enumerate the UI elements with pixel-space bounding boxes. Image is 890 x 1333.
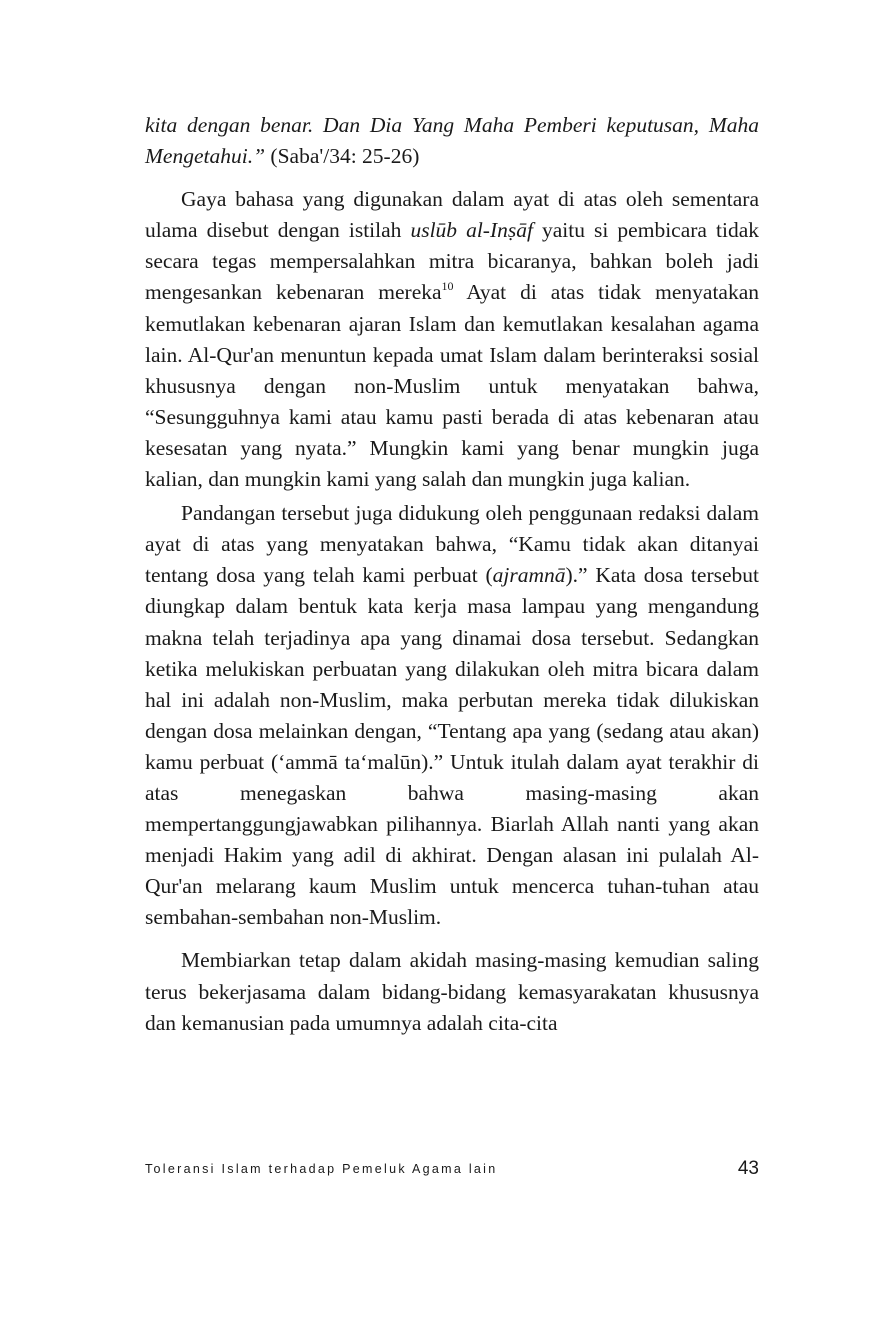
quote-citation: (Saba'/34: 25-26) (265, 144, 420, 169)
running-title: Toleransi Islam terhadap Pemeluk Agama lain (145, 1162, 498, 1176)
quote-continuation (145, 110, 759, 172)
paragraph-3 (145, 945, 759, 1038)
paragraph-2-part-2: ).” Kata dosa tersebut diungkap dalam bentuk kata kerja masa lampau yang mengandung makna telah terjadinya apa yang dinamai dosa tersebut. Sedangkan ketika melukiskan perbuatan yang dilakukan oleh mitra bicara dalam hal ini adalah non-Muslim, maka perbutan mereka tidak dilukiskan dengan dosa melainkan dengan, “Tentang apa yang (sedang atau akan) kamu perbuat (‘ammā ta‘malūn).” Untuk itulah dalam ayat terakhir di atas menegaskan bahwa masing-masing akan mempertanggungjawabkan pilihannya. Biarlah Allah nanti yang akan menjadi Hakim yang adil di akhirat. Dengan alasan ini pulalah Al-Qur'an melarang kaum Muslim untuk mencerca tuhan-tuhan atau sembahan-sembahan non-Muslim. (145, 563, 759, 930)
paragraph-1-part-2: yaitu si pembicara tidak secara tegas mempersalahkan mitra bicaranya, bahkan boleh jadi mengesankan kebenaran mereka (145, 218, 759, 305)
paragraph-2 (145, 498, 759, 933)
paragraph-2-part-1: Pandangan tersebut juga didukung oleh penggunaan redaksi dalam ayat di atas yang menyatakan bahwa, “Kamu tidak akan ditanyai tentang dosa yang telah kami perbuat ( (145, 501, 759, 588)
quote-italic-text: kita dengan benar. Dan Dia Yang Maha Pemberi keputusan, Maha Mengetahui.” (145, 113, 759, 169)
paragraph-1-part-3: Ayat di atas tidak menyatakan kemutlakan kebenaran ajaran Islam dan kemutlakan kesalahan agama lain. Al-Qur'an menuntun kepada umat Islam dalam berinteraksi sosial khususnya dengan non-Muslim untuk menyatakan bahwa, “Sesungguhnya kami atau kamu pasti berada di atas kebenaran atau kesesatan yang nyata.” Mungkin kami yang benar mungkin juga kalian, dan mungkin kami yang salah dan mungkin juga kalian. (145, 280, 760, 492)
footnote-reference[interactable]: 10 (441, 279, 454, 294)
term-ajramna: ajramnā (492, 563, 566, 588)
page-number: 43 (737, 1158, 759, 1179)
term-uslub-al-insaf: uslūb al-Inṣāf (410, 218, 533, 243)
paragraph-1-part-1: Gaya bahasa yang digunakan dalam ayat di atas oleh sementara ulama disebut dengan istilah (145, 187, 759, 243)
paragraph-3-text: Membiarkan tetap dalam akidah masing-masing kemudian saling terus bekerjasama dalam bidang-bidang kemasyarakatan khususnya dan kemanusian pada umumnya adalah cita-cita (145, 948, 759, 1035)
paragraph-1 (145, 184, 759, 495)
body-text (145, 110, 759, 1039)
page-footer (145, 1160, 759, 1184)
